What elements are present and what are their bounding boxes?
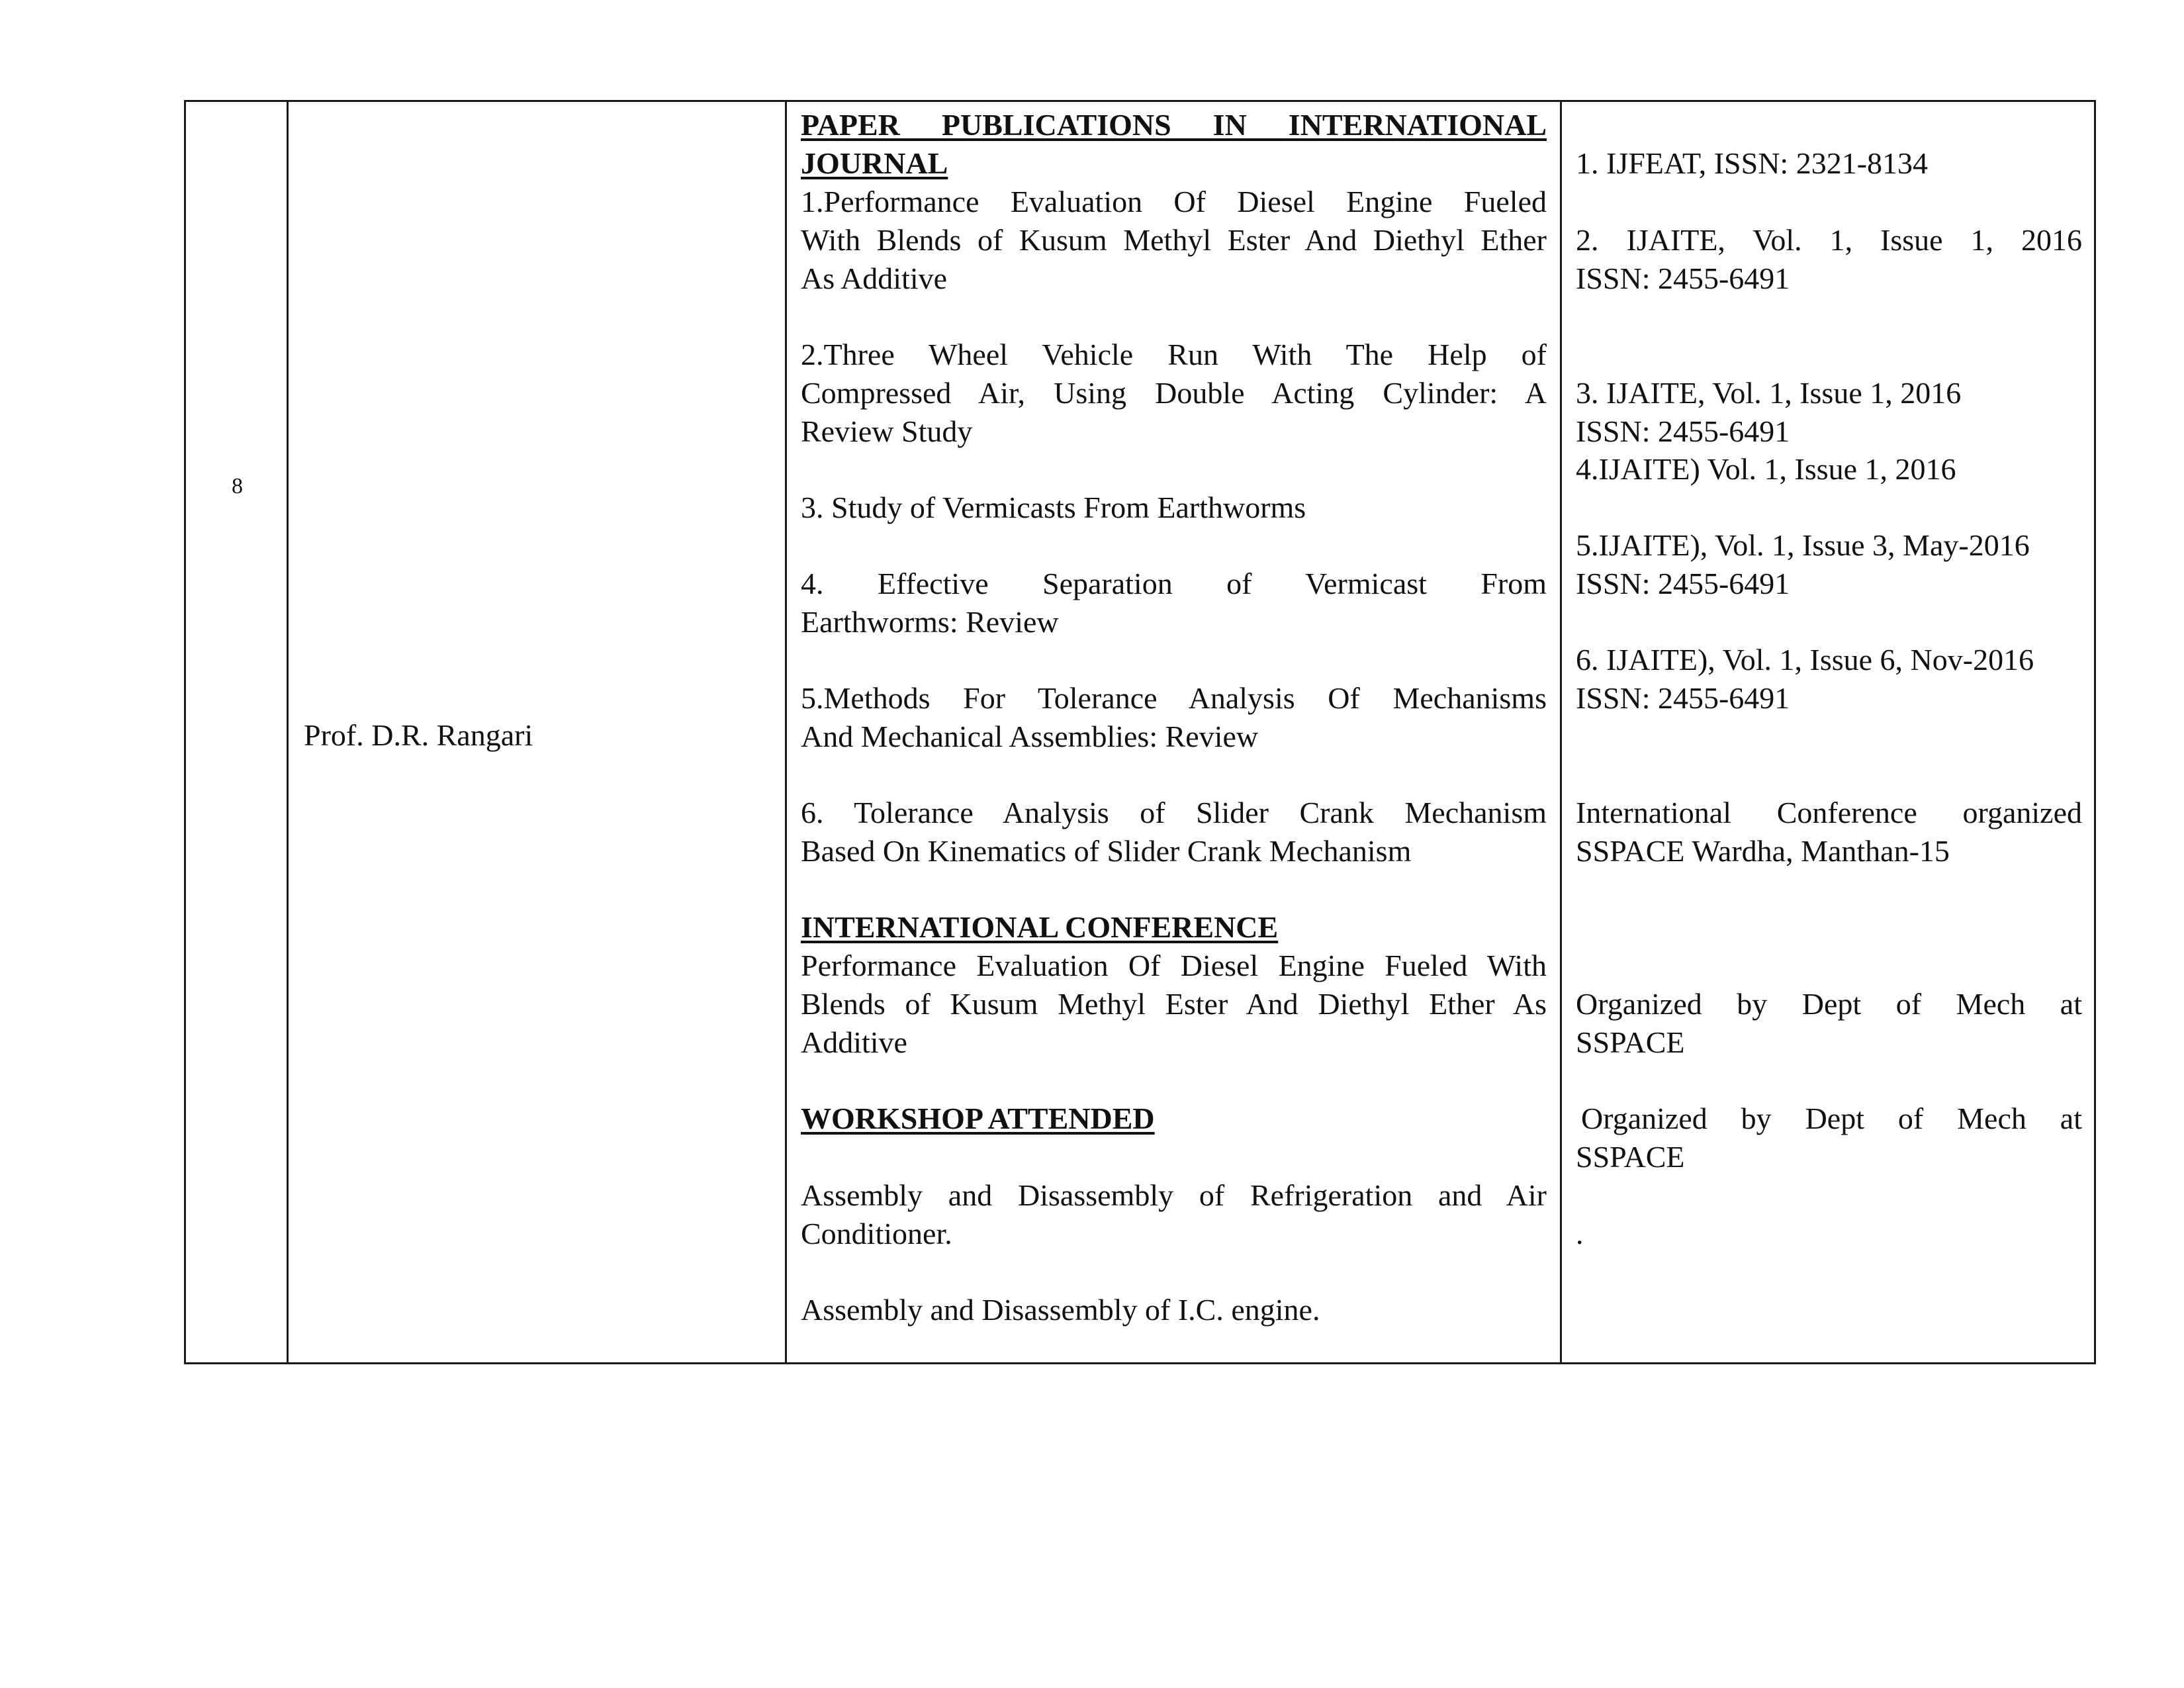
detail-5-line: 5.IJAITE), Vol. 1, Issue 3, May-2016: [1576, 528, 2030, 562]
conference-detail-line: International Conference organized: [1576, 796, 2082, 829]
conference-line: Additive: [801, 1025, 907, 1059]
publication-5-line: And Mechanical Assemblies: Review: [801, 720, 1259, 753]
detail-4: 4.IJAITE) Vol. 1, Issue 1, 2016: [1576, 452, 1956, 486]
organizer-1-line: SSPACE: [1576, 1025, 1685, 1059]
faculty-name: Prof. D.R. Rangari: [304, 718, 533, 752]
publication-2-line: 2.Three Wheel Vehicle Run With The Help of: [801, 338, 1547, 371]
trailing-dot: .: [1576, 1217, 1584, 1250]
detail-2-line: 2. IJAITE, Vol. 1, Issue 1, 2016: [1576, 223, 2082, 257]
publication-6-line: 6. Tolerance Analysis of Slider Crank Mechanism: [801, 796, 1547, 829]
detail-3-line: 3. IJAITE, Vol. 1, Issue 1, 2016: [1576, 376, 1962, 410]
detail-5-line: ISSN: 2455-6491: [1576, 567, 1790, 600]
conference-heading: INTERNATIONAL CONFERENCE: [801, 910, 1279, 944]
publication-4-line: 4. Effective Separation of Vermicast From: [801, 567, 1547, 600]
workshop-2-line: Assembly and Disassembly of I.C. engine.: [801, 1293, 1320, 1327]
detail-6-line: ISSN: 2455-6491: [1576, 681, 1790, 715]
workshop-1-line: Assembly and Disassembly of Refrigeration and Air: [801, 1178, 1547, 1212]
record-table: [184, 100, 2096, 1364]
publication-4-line: Earthworms: Review: [801, 605, 1059, 639]
conference-line: Performance Evaluation Of Diesel Engine Fueled With: [801, 949, 1547, 982]
column-divider: [785, 102, 787, 1362]
publication-6-line: Based On Kinematics of Slider Crank Mechanism: [801, 834, 1412, 868]
organizer-2-line: SSPACE: [1576, 1140, 1685, 1174]
organizer-2-line: Organized by Dept of Mech at: [1581, 1102, 2082, 1135]
journal-heading: PAPER PUBLICATIONS IN INTERNATIONAL: [801, 108, 1547, 142]
workshop-1-line: Conditioner.: [801, 1217, 952, 1250]
detail-6-line: 6. IJAITE), Vol. 1, Issue 6, Nov-2016: [1576, 643, 2034, 677]
journal-heading-cont: JOURNAL: [801, 146, 948, 180]
publication-1-line: 1.Performance Evaluation Of Diesel Engine Fueled: [801, 185, 1547, 218]
organizer-1-line: Organized by Dept of Mech at: [1576, 987, 2082, 1021]
publication-3-line: 3. Study of Vermicasts From Earthworms: [801, 491, 1306, 524]
conference-detail-line: SSPACE Wardha, Manthan-15: [1576, 834, 1950, 868]
column-divider: [1560, 102, 1562, 1362]
publication-1-line: With Blends of Kusum Methyl Ester And Diethyl Ether: [801, 223, 1547, 257]
publication-5-line: 5.Methods For Tolerance Analysis Of Mechanisms: [801, 681, 1547, 715]
publication-1-line: As Additive: [801, 261, 948, 295]
publication-2-line: Compressed Air, Using Double Acting Cylinder: A: [801, 376, 1547, 410]
serial-number-cell: [186, 102, 289, 1362]
publication-2-line: Review Study: [801, 414, 973, 448]
detail-2-line: ISSN: 2455-6491: [1576, 261, 1790, 295]
detail-3-line: ISSN: 2455-6491: [1576, 414, 1790, 448]
serial-number: 8: [232, 474, 243, 498]
detail-1: 1. IJFEAT, ISSN: 2321-8134: [1576, 146, 1929, 180]
conference-line: Blends of Kusum Methyl Ester And Diethyl Ether As: [801, 987, 1547, 1021]
workshop-heading: WORKSHOP ATTENDED: [801, 1102, 1155, 1135]
